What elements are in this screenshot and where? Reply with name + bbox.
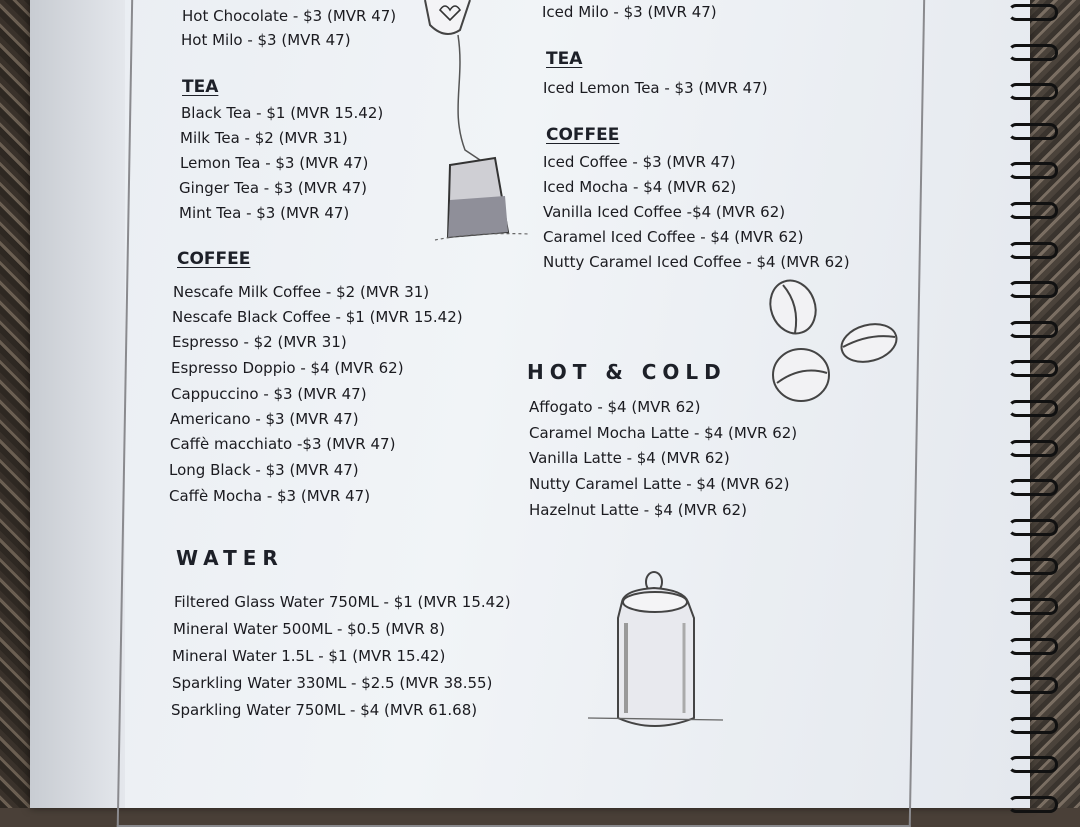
menu-item: Sparkling Water 330ML - $2.5 (MVR 38.55) [172,674,493,692]
menu-item: Iced Mocha - $4 (MVR 62) [543,178,737,196]
binding-ring [1008,202,1058,219]
menu-item: Vanilla Latte - $4 (MVR 62) [529,449,730,467]
menu-item: Cappuccino - $3 (MVR 47) [171,385,367,403]
menu-item: Nutty Caramel Iced Coffee - $4 (MVR 62) [543,253,850,271]
menu-item: Milk Tea - $2 (MVR 31) [180,129,348,147]
binding-ring [1008,598,1058,615]
menu-item: Iced Lemon Tea - $3 (MVR 47) [543,79,768,97]
binding-ring [1008,4,1058,21]
binding-ring [1008,440,1058,457]
menu-item: Long Black - $3 (MVR 47) [169,461,359,479]
menu-item: Nutty Caramel Latte - $4 (MVR 62) [529,475,790,493]
menu-item: Black Tea - $1 (MVR 15.42) [181,104,384,122]
menu-item: Caramel Iced Coffee - $4 (MVR 62) [543,228,804,246]
menu-item: Espresso Doppio - $4 (MVR 62) [171,359,404,377]
binding-ring [1008,242,1058,259]
section-heading-coffee: COFFEE [546,125,620,145]
binding-ring [1008,558,1058,575]
binding-ring [1008,796,1058,813]
page-margin [30,0,125,808]
coffee-beans-icon [765,275,905,410]
menu-item: Iced Milo - $3 (MVR 47) [542,3,717,21]
binding-ring [1008,281,1058,298]
menu-item: Ginger Tea - $3 (MVR 47) [179,179,368,197]
menu-item: Espresso - $2 (MVR 31) [172,333,347,351]
section-heading-coffee: COFFEE [177,249,251,269]
menu-item: Lemon Tea - $3 (MVR 47) [180,154,369,172]
menu-item: Caffè Mocha - $3 (MVR 47) [169,487,371,505]
binding-ring [1008,321,1058,338]
menu-item: Mineral Water 1.5L - $1 (MVR 15.42) [172,647,446,665]
tea-bag-icon [410,0,540,255]
section-heading-hot-cold: HOT & COLD [527,360,727,384]
binding-ring [1008,400,1058,417]
menu-item: Hot Milo - $3 (MVR 47) [181,31,351,49]
binding-ring [1008,717,1058,734]
binding-ring [1008,638,1058,655]
menu-item: Hazelnut Latte - $4 (MVR 62) [529,501,747,519]
binding-ring [1008,123,1058,140]
menu-item: Filtered Glass Water 750ML - $1 (MVR 15.42) [174,593,511,611]
binding-ring [1008,519,1058,536]
binding-ring [1008,677,1058,694]
menu-item: Sparkling Water 750ML - $4 (MVR 61.68) [171,701,478,719]
binding-ring [1008,479,1058,496]
soda-can-icon [588,568,728,738]
spiral-binding [1010,0,1070,808]
section-heading-water: WATER [176,546,284,570]
menu-item: Caramel Mocha Latte - $4 (MVR 62) [529,424,798,442]
menu-item: Vanilla Iced Coffee -$4 (MVR 62) [543,203,786,221]
menu-item: Americano - $3 (MVR 47) [170,410,359,428]
menu-item: Mineral Water 500ML - $0.5 (MVR 8) [173,620,445,638]
menu-item: Nescafe Black Coffee - $1 (MVR 15.42) [172,308,463,326]
section-heading-tea: TEA [182,77,219,97]
binding-ring [1008,44,1058,61]
binding-ring [1008,360,1058,377]
binding-ring [1008,756,1058,773]
binding-ring [1008,162,1058,179]
section-heading-tea: TEA [546,49,583,69]
menu-item: Iced Coffee - $3 (MVR 47) [543,153,736,171]
menu-item: Affogato - $4 (MVR 62) [529,398,701,416]
binding-ring [1008,83,1058,100]
menu-item: Caffè macchiato -$3 (MVR 47) [170,435,396,453]
menu-item: Mint Tea - $3 (MVR 47) [179,204,350,222]
menu-item: Nescafe Milk Coffee - $2 (MVR 31) [173,283,430,301]
menu-item: Hot Chocolate - $3 (MVR 47) [182,7,397,25]
